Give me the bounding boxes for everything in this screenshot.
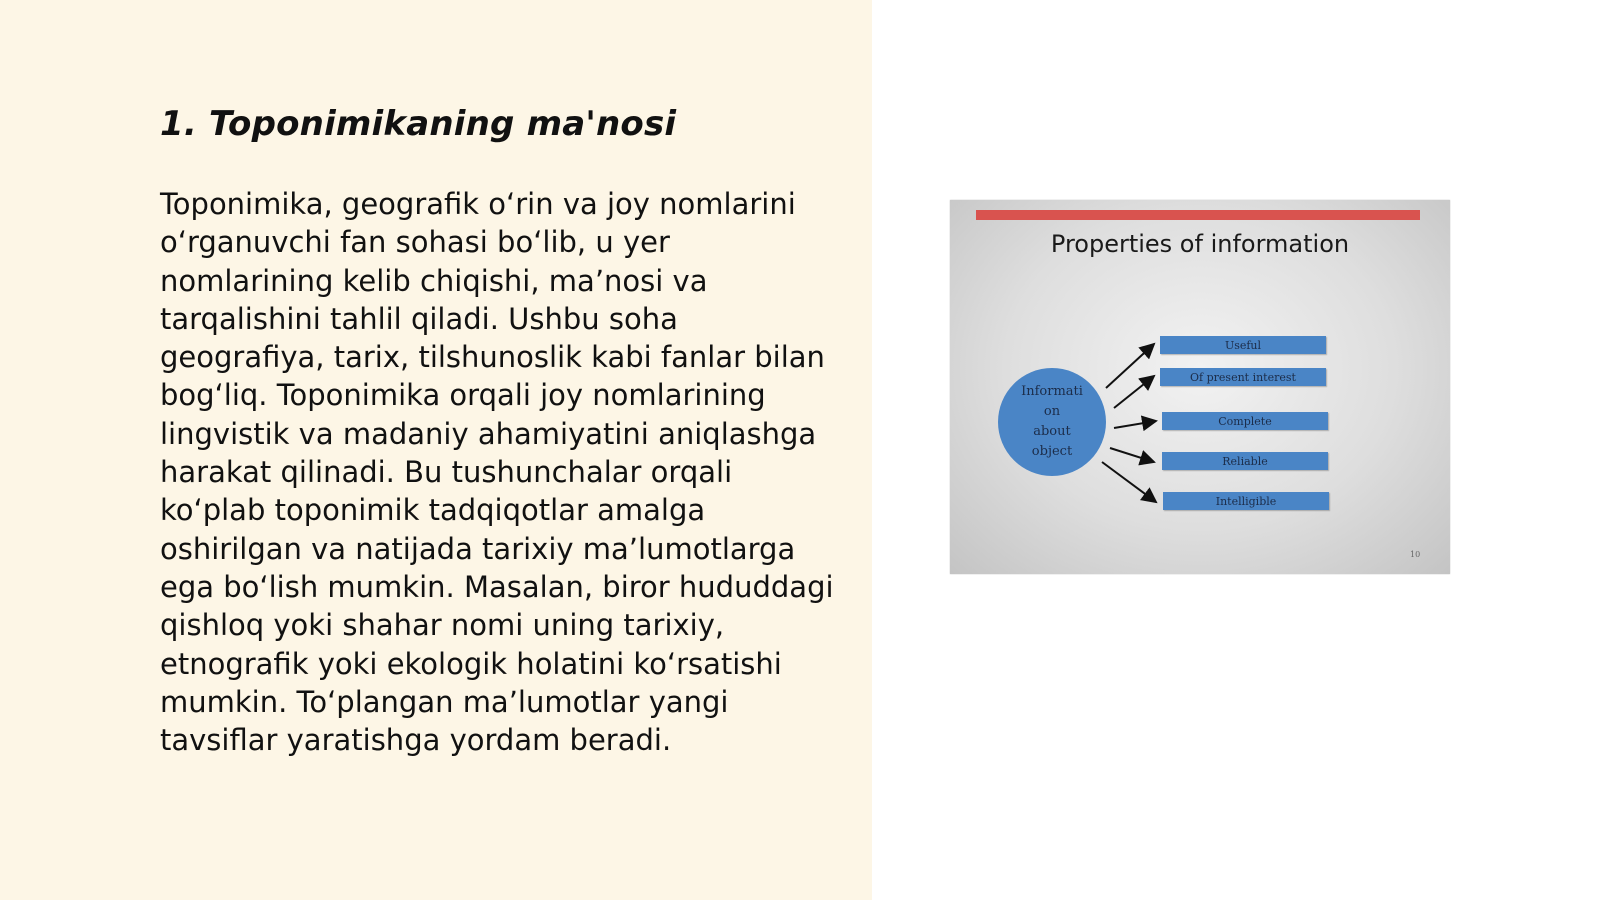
arrow-4 bbox=[1110, 448, 1154, 462]
section-heading: 1. Toponimikaning ma'nosi bbox=[160, 104, 677, 144]
object-circle bbox=[998, 368, 1106, 476]
property-box-present-interest: Of present interest bbox=[1160, 368, 1326, 386]
slide-image bbox=[950, 200, 1450, 574]
circle-line: object bbox=[1031, 444, 1073, 459]
property-box-intelligible: Intelligible bbox=[1163, 492, 1329, 510]
property-box-reliable: Reliable bbox=[1162, 452, 1328, 470]
slide-title: Properties of information bbox=[1050, 230, 1350, 258]
arrow-5 bbox=[1102, 462, 1156, 502]
body-paragraph: Toponimika, geografik o‘rin va joy nomlarini o‘rganuvchi fan sohasi bo‘lib, u yer nomlarining kelib chiqishi, ma’nosi va tarqalishini tahlil qiladi. Ushbu soha geografiya, tarix, tilshunoslik kabi fanlar bilan bog‘liq. Toponimika orqali joy nomlarining lingvistik va madaniy ahamiyatini aniqlashga harakat qilinadi. Bu tushunchalar orqali ko‘plab toponimik tadqiqotlar amalga oshirilgan va natijada tarixiy ma’lumotlarga ega bo‘lish mumkin. Masalan, biror hududdagi qishloq yoki shahar nomi uning tarixiy, etnografik yoki ekologik holatini ko‘rsatishi mumkin. To‘plangan ma’lumotlar yangi tavsiflar yaratishga yordam beradi. bbox=[160, 187, 834, 758]
slide-page-number: 10 bbox=[1410, 550, 1421, 559]
circle-line: on bbox=[1043, 404, 1061, 419]
property-box-complete: Complete bbox=[1162, 412, 1328, 430]
property-box-useful: Useful bbox=[1160, 336, 1326, 354]
arrow-2 bbox=[1114, 376, 1154, 408]
circle-line: Informati bbox=[1021, 384, 1083, 399]
circle-line: about bbox=[1033, 424, 1071, 439]
arrow-3 bbox=[1114, 421, 1156, 428]
